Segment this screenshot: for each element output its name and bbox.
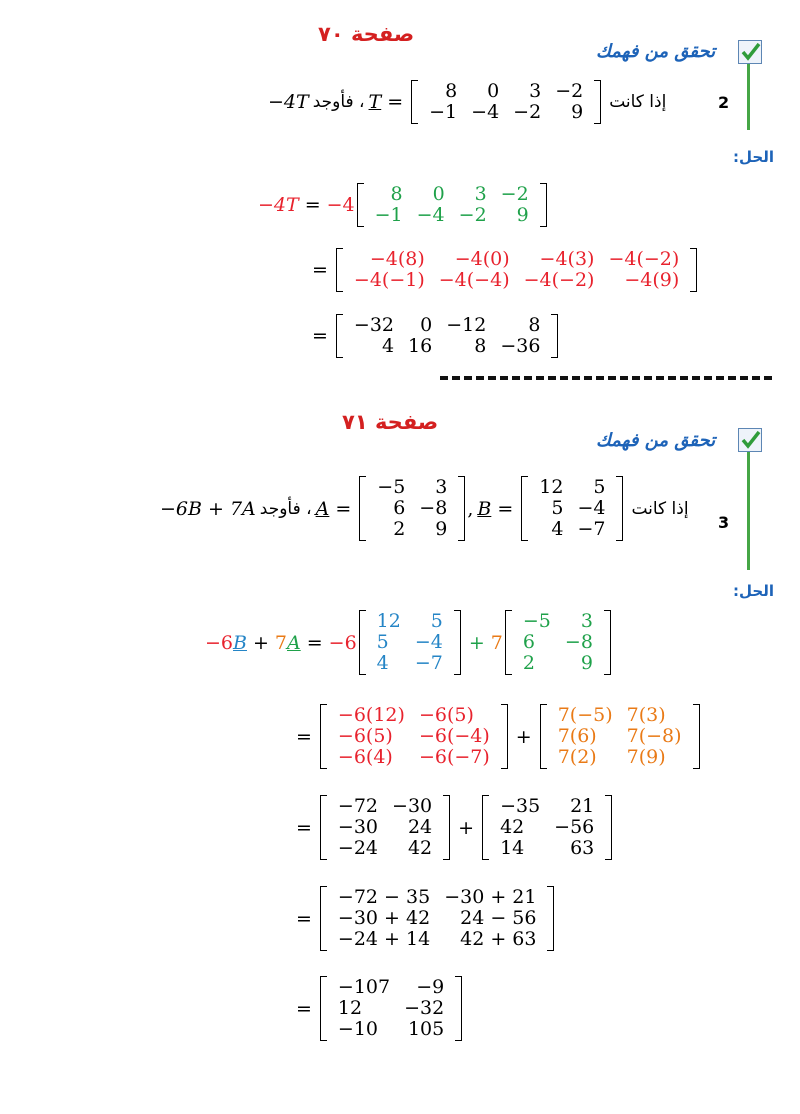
step-2: = −4(8) −4(0) −4(3) −4(−2) −4(−1) −4(−4) −4(−2) −4(9) (306, 248, 699, 292)
lhs-expr: −4T (258, 194, 299, 216)
matrix-B-copy: 12 5 5 −4 4 −7 (359, 610, 461, 675)
matrix-step-3b-left: −72 −30 −30 24 −24 42 (320, 795, 450, 860)
question-number-2: 3 (718, 513, 730, 532)
checkmark-icon (738, 40, 762, 64)
matrix-A-copy: −5 3 6 −8 2 9 (505, 610, 611, 675)
question-text: إذا كانت (609, 92, 667, 112)
step-1b: −6 B + 7 A = −6 12 5 5 −4 4 −7 + 7 −5 3 6 −8 2 9 (205, 610, 613, 675)
question-text-2: إذا كانت (631, 498, 689, 519)
matrix-step-2: −4(8) −4(0) −4(3) −4(−2) −4(−1) −4(−4) −4(−2) −4(9) (336, 248, 697, 292)
checkmark-icon-2 (738, 428, 762, 452)
step-1: −4T = −4 8 0 3 −2 −1 −4 −2 9 (258, 183, 549, 227)
solution-label: الحل: (733, 148, 774, 166)
matrix-B: 12 5 5 −4 4 −7 (521, 476, 623, 541)
matrix-step-2b-left: −6(12) −6(5) −6(5) −6(−4) −6(4) −6(−7) (320, 704, 508, 769)
section-divider (440, 376, 773, 380)
step-3b: = −72 −30 −30 24 −24 42 + −35 21 42 −56 14 63 (290, 795, 614, 860)
matrix-step-3b-right: −35 21 42 −56 14 63 (482, 795, 612, 860)
check-understanding-title: تحقق من فهمك (596, 41, 716, 62)
step-2b: = −6(12) −6(5) −6(5) −6(−4) −6(4) −6(−7) + 7(−5) 7(3) 7(6) 7(−8) 7(2) 7(9) (290, 704, 702, 769)
page-label-71: صفحة ٧١ (342, 410, 439, 434)
question-find-text: ، فأوجد (312, 92, 365, 112)
question-find-expr-2: −6B + 7A (160, 497, 256, 520)
matrix-A: −5 3 6 −8 2 9 (359, 476, 465, 541)
check-understanding-title-2: تحقق من فهمك (596, 430, 716, 451)
scalar: −4 (326, 194, 355, 216)
step-5b: = −107 −9 12 −32 −10 105 (290, 976, 464, 1041)
matrix-result-1: −32 0 −12 8 4 16 8 −36 (336, 314, 559, 358)
matrix-step-2b-right: 7(−5) 7(3) 7(6) 7(−8) 7(2) 7(9) (540, 704, 700, 769)
page-label-70: صفحة ٧٠ (318, 22, 415, 46)
question-find-expr: −4T (268, 91, 309, 113)
step-4b: = −72 − 35 −30 + 21 −30 + 42 24 − 56 −24 + 14 42 + 63 (290, 886, 556, 951)
solution-label-2: الحل: (733, 582, 774, 600)
question-2-statement: −4T ، فأوجد T = 8 0 3 −2 −1 −4 −2 9 إذا كانت (268, 80, 667, 123)
question-3-statement: −6B + 7A ، فأوجد A = −5 3 6 −8 2 9 , B = 12 5 5 −4 4 −7 إذا كانت (160, 476, 689, 540)
matrix-T-copy: 8 0 3 −2 −1 −4 −2 9 (357, 183, 547, 227)
step-3: = −32 0 −12 8 4 16 8 −36 (306, 314, 560, 358)
matrix-name: T (368, 91, 382, 113)
matrix-T: 8 0 3 −2 −1 −4 −2 9 (411, 80, 601, 124)
question-find-text-2: ، فأوجد (259, 498, 312, 519)
matrix-result-2: −107 −9 12 −32 −10 105 (320, 976, 462, 1041)
matrix-step-4b: −72 − 35 −30 + 21 −30 + 42 24 − 56 −24 + 14 42 + 63 (320, 886, 555, 951)
question-number: 2 (718, 93, 730, 112)
